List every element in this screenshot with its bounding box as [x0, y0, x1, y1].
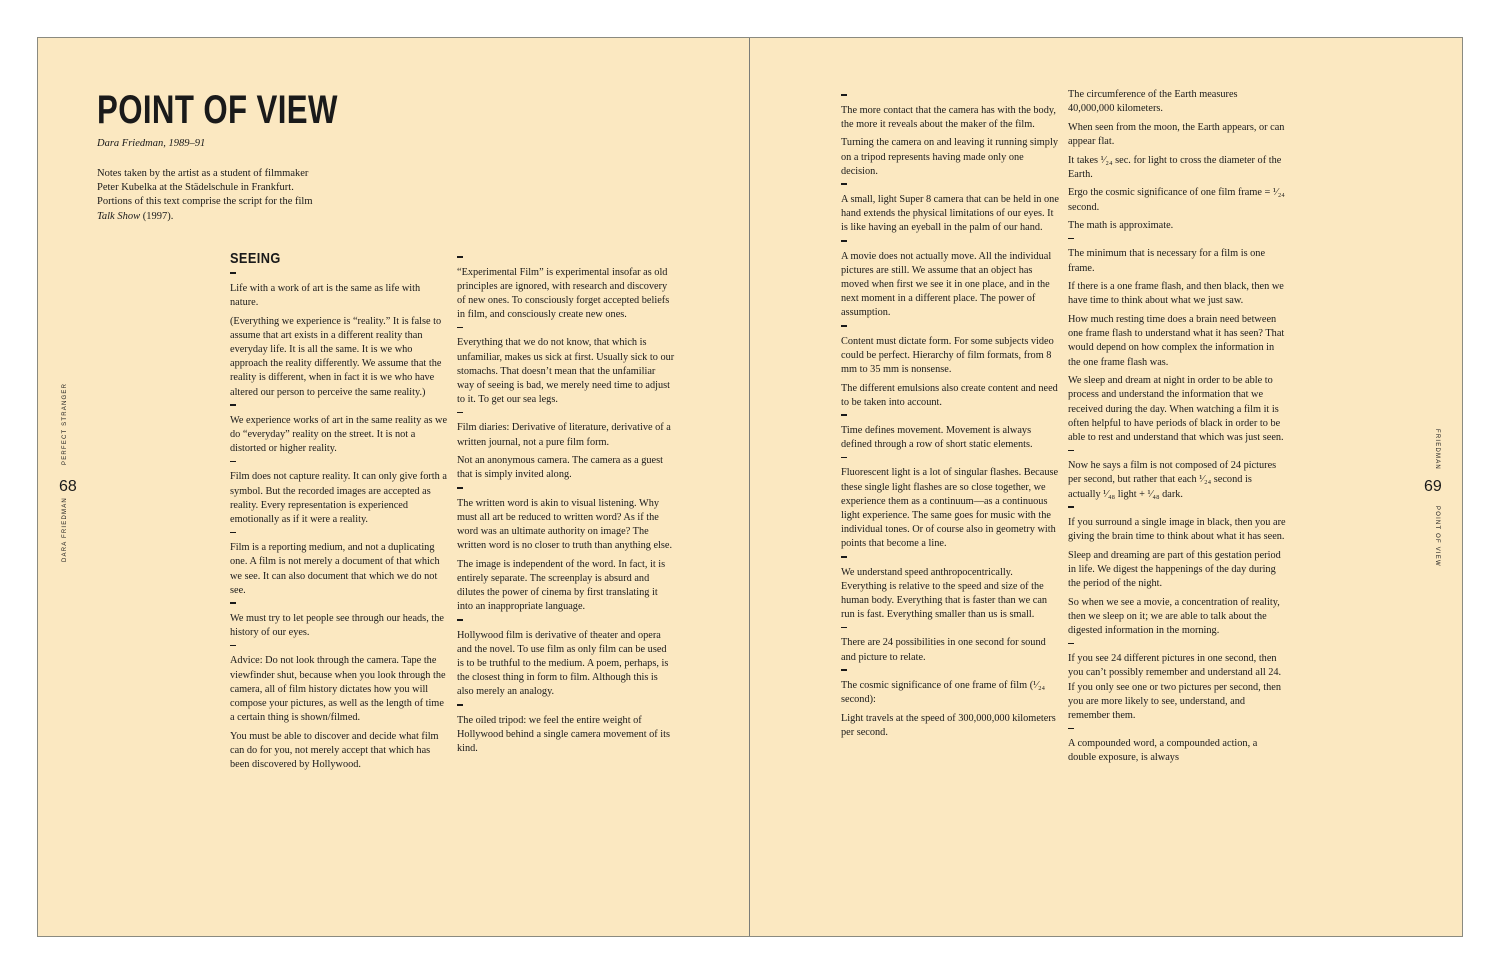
paragraph: When seen from the moon, the Earth appears, or can appear flat. — [1068, 121, 1285, 147]
dash-separator — [1068, 238, 1074, 240]
section-heading: SEEING — [230, 250, 281, 267]
dash-separator — [841, 94, 847, 96]
paragraph: Everything that we do not know, that which is unfamiliar, makes us sick at first. Usually sick to our stomachs. That doesn’t mean that the unfamiliar way of seeing is bad, we merely need time to adjust to it. To get our sea legs. — [457, 337, 675, 406]
paragraph: Advice: Do not look through the camera. Tape the viewfinder shut, because when you look through the camera, all of film history dictates how you will compose your pictures, as well as the length of time a certain thing is shown/filmed. — [230, 655, 446, 724]
paragraph: It takes ¹⁄₂₄ sec. for light to cross the diameter of the Earth. — [1068, 154, 1282, 180]
paragraph: The oiled tripod: we feel the entire weight of Hollywood behind a single camera movement of its kind. — [457, 714, 671, 754]
paragraph: A small, light Super 8 camera that can be held in one hand extends the physical limitations of our eyes. It is like having an eyeball in the palm of our hand. — [841, 193, 1059, 234]
paragraph: Not an anonymous camera. The camera as a guest that is simply invited along. — [457, 455, 663, 481]
paragraph: Life with a work of art is the same as life with nature. — [230, 282, 421, 308]
paragraph: A movie does not actually move. All the individual pictures are still. We assume that an object has moved when first we see it in one place, and in the next moment in a different place. The power of assumption. — [841, 250, 1052, 319]
paragraph: Turning the camera on and leaving it running simply on a tripod represents having made only one decision. — [841, 137, 1058, 177]
intro-line: Notes taken by the artist as a student of filmmaker — [97, 168, 309, 179]
page-title: POINT OF VIEW — [97, 88, 338, 132]
paragraph: The written word is akin to visual listening. Why must all art be reduced to written word? As if the word was an ultimate authority on image? The written word is no closer to truth than anything else. — [457, 497, 673, 552]
dash-separator — [457, 487, 463, 489]
text-column-4 — [1068, 88, 1286, 770]
paragraph: So when we see a movie, a concentration of reality, then we sleep on it; we are able to talk about the digested information in the morning. — [1068, 596, 1280, 636]
intro-line: Portions of this text comprise the script for the film — [97, 196, 313, 208]
paragraph: Sleep and dreaming are part of this gestation period in life. We digest the happenings of the day during the period of the night. — [1068, 549, 1281, 589]
paragraph: We sleep and dream at night in order to be able to process and understand the information that we received during the day. When watching a film it is often helpful to have periods of black in order to be able to rest and understand that which was just seen. — [1068, 375, 1284, 443]
paragraph: Film diaries: Derivative of literature, derivative of a written journal, not a pure film form. — [457, 422, 671, 448]
dash-separator — [1068, 728, 1074, 730]
dash-separator — [230, 532, 236, 534]
intro-line: Peter Kubelka at the Städelschule in Frankfurt. — [97, 182, 294, 194]
paragraph: Film does not capture reality. It can only give forth a symbol. But the recorded images are accepted as reality. Every representation is experienced emotionally as if it were a reality. — [230, 471, 447, 525]
dash-separator — [841, 457, 847, 459]
dash-separator — [457, 256, 463, 258]
paragraph: “Experimental Film” is experimental insofar as old principles are ignored, with research and discovery of new ones. To consciously forget accepted beliefs in film, and consciously create new ones. — [457, 266, 670, 321]
paragraph: Film is a reporting medium, and not a duplicating one. A film is not merely a document of that which we see. It can also document that which we do not see. — [230, 542, 440, 596]
dash-separator — [230, 272, 236, 274]
intro-note — [97, 167, 357, 224]
running-head-left-bottom: DARA FRIEDMAN — [62, 497, 68, 562]
dash-separator — [841, 414, 847, 416]
dash-separator — [1068, 450, 1074, 452]
paragraph: Ergo the cosmic significance of one film frame = ¹⁄₂₄ second. — [1068, 187, 1285, 213]
paragraph: Content must dictate form. For some subjects video could be perfect. Hierarchy of film formats, from 8 mm to 35 mm is nonsense. — [841, 335, 1054, 375]
film-title: Talk Show — [97, 210, 141, 222]
byline: Dara Friedman, 1989–91 — [97, 138, 206, 149]
paragraph: The cosmic significance of one frame of film (¹⁄₂₄ second): — [841, 679, 1046, 705]
text-column-2 — [457, 252, 675, 761]
dash-separator — [457, 327, 463, 329]
paragraph: Hollywood film is derivative of theater and opera and the novel. To use film as only film can be used is to be truthful to the medium. A poem, perhaps, is the closest thing in form to film. Although this is also merely an analogy. — [457, 629, 669, 698]
page-number-left: 68 — [59, 478, 77, 495]
dash-separator — [230, 404, 236, 406]
dash-separator — [1068, 506, 1074, 508]
dash-separator — [230, 461, 236, 463]
dash-separator — [841, 556, 847, 558]
paragraph: Now he says a film is not composed of 24 pictures per second, but rather that each ¹⁄₂₄ second is actually ¹⁄₄₈ light + ¹⁄₄₈ dark. — [1068, 460, 1277, 500]
film-year: (1997). — [140, 210, 174, 222]
page-number-right: 69 — [1424, 478, 1442, 495]
paragraph: If there is a one frame flash, and then black, then we have time to think about what we just saw. — [1068, 281, 1284, 307]
paragraph: We experience works of art in the same reality as we do “everyday” reality on the street. It is not a distorted or higher reality. — [230, 414, 448, 455]
paragraph: You must be able to discover and decide what film can do for you, not merely accept that which has been discovered by Hollywood. — [230, 730, 439, 771]
paragraph: There are 24 possibilities in one second for sound and picture to relate. — [841, 637, 1046, 663]
page-gutter — [749, 38, 750, 936]
text-column-3 — [841, 88, 1059, 744]
dash-separator — [841, 183, 847, 185]
paragraph: Light travels at the speed of 300,000,000 kilometers per second. — [841, 712, 1056, 738]
paragraph: We must try to let people see through our heads, the history of our eyes. — [230, 612, 444, 639]
dash-separator — [457, 704, 463, 706]
dash-separator — [457, 412, 463, 414]
paragraph: If you surround a single image in black, then you are giving the brain time to think about what it has seen. — [1068, 516, 1286, 542]
paragraph: How much resting time does a brain need between one frame flash to understand what it has seen? That would depend on how complex the information in the one frame flash was. — [1068, 313, 1285, 368]
paragraph: If you see 24 different pictures in one second, then you can’t possibly remember and understand all 24. If you only see one or two pictures per second, then you are more likely to see, understand, and remember them. — [1068, 653, 1282, 721]
paragraph: We understand speed anthropocentrically. Everything is relative to the speed and size of the human body. Everything that is faster than we can run is fast. Everything smaller than us is small. — [841, 566, 1048, 621]
paragraph: The math is approximate. — [1068, 220, 1174, 232]
paragraph: The circumference of the Earth measures 40,000,000 kilometers. — [1068, 89, 1238, 115]
paragraph: A compounded word, a compounded action, a double exposure, is always — [1068, 738, 1258, 764]
running-head-left-top: PERFECT STRANGER — [62, 382, 68, 465]
text-column-1 — [230, 252, 448, 777]
running-head-right-top: FRIEDMAN — [1434, 429, 1440, 470]
paragraph: The more contact that the camera has with the body, the more it reveals about the maker of the film. — [841, 104, 1056, 130]
dash-separator — [841, 240, 847, 242]
dash-separator — [230, 602, 236, 604]
paragraph: The image is independent of the word. In fact, it is entirely separate. The screenplay is absurd and dilutes the power of cinema by first translating it into an inappropriate language. — [457, 558, 666, 613]
paragraph: The different emulsions also create content and need to be taken into account. — [841, 382, 1058, 408]
dash-separator — [841, 325, 847, 327]
dash-separator — [457, 619, 463, 621]
dash-separator — [841, 669, 847, 671]
dash-separator — [1068, 643, 1074, 645]
dash-separator — [841, 627, 847, 629]
paragraph: Fluorescent light is a lot of singular flashes. Because these single light flashes are so close together, we experience them as a continuum—as a continuous light experience. The same goes for music with the individual tones. Or of course also in geometry with points that become a line. — [841, 467, 1059, 550]
intro-line — [97, 210, 357, 224]
running-head-right-bottom: POINT OF VIEW — [1434, 506, 1440, 567]
paragraph: Time defines movement. Movement is always defined through a row of short static elements. — [841, 424, 1033, 451]
dash-separator — [230, 645, 236, 647]
book-spread — [37, 37, 1463, 937]
paragraph: The minimum that is necessary for a film is one frame. — [1068, 248, 1266, 274]
paragraph: (Everything we experience is “reality.” It is false to assume that art exists in a different reality than everyday life. It is all the same. It is we who approach the reality differently. We assume that the reality is different, when in fact it is we who have altered our person to perceive the same reality.) — [230, 315, 442, 398]
